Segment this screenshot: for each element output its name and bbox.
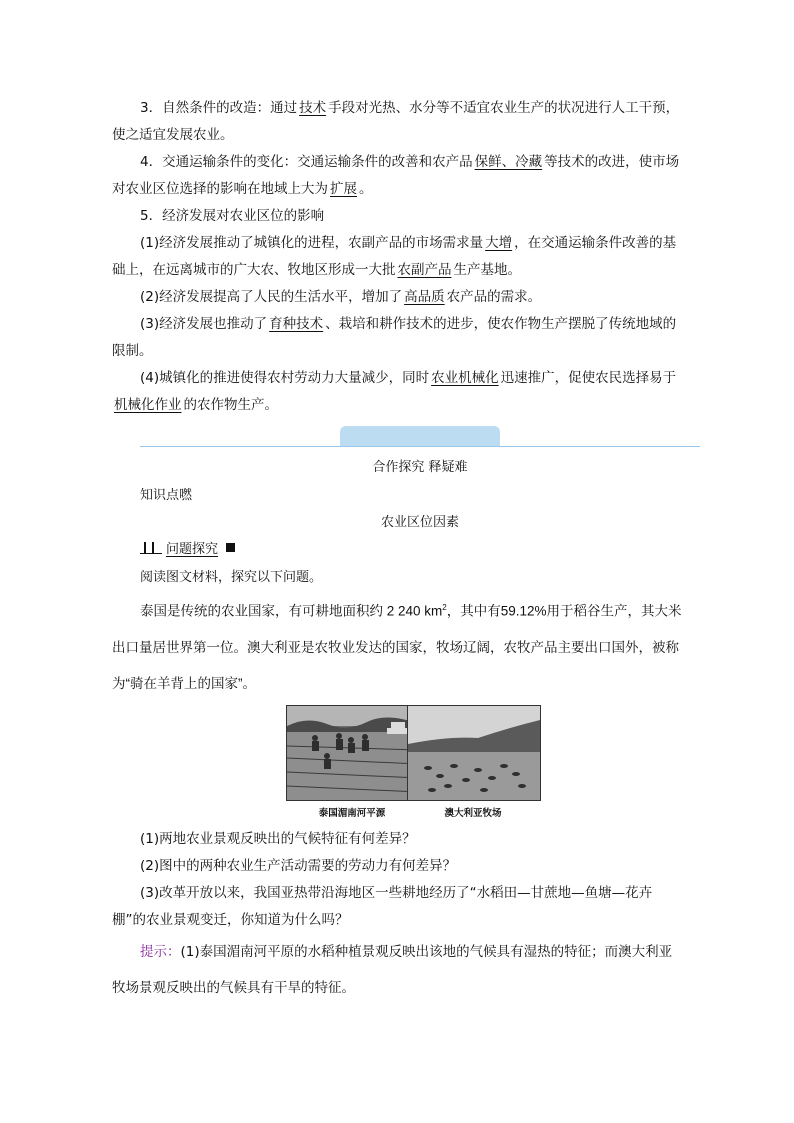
inquiry-heading [140, 538, 235, 557]
question-2: (2)图中的两种农业生产活动需要的劳动力有何差异？ [140, 858, 457, 874]
question-1: (1)两地农业景观反映出的气候特征有何差异？ [140, 831, 416, 847]
section-banner-tab [340, 426, 500, 446]
question-3: (3)改革开放以来，我国亚热带沿海地区一些耕地经历了“水稻田—甘蔗地—鱼塘—花卉棚”的农业景观变迁，你知道为什么吗？ [112, 885, 653, 928]
item-5-4 [112, 365, 682, 419]
item-text: (2)经济发展提高了人民的生活水平，增加了 [140, 289, 403, 305]
item-4 [112, 149, 682, 203]
section-banner-title: 合作探究 释疑难 [372, 460, 468, 475]
answer-blank: 机械化作业 [114, 397, 182, 413]
passage-superscript: 2 [442, 603, 447, 612]
item-text: 的农作物生产。 [183, 397, 278, 413]
item-5-1 [112, 230, 682, 284]
item-5-title: 5．经济发展对农业区位的影响 [140, 208, 325, 224]
item-text: 等技术的改进，使市场对农业区位选择的影响在地域上大为 [112, 154, 680, 197]
item-text: ，在交通运输条件改善的基础上，在远离城市的广大农、牧地区形成一大批 [112, 235, 677, 278]
hint-paragraph [112, 934, 682, 1006]
answer-blank: 扩展 [330, 181, 357, 197]
knowledge-point-label: 知识点嘫 [140, 488, 193, 503]
inquiry-title: 问题探究 [166, 542, 219, 557]
right-photo-caption: 澳大利亚牧场 [444, 808, 502, 819]
item-text: (1)经济发展推动了城镇化的进程，农副产品的市场需求量 [140, 235, 484, 251]
item-text: 3．自然条件的改造：通过 [140, 100, 298, 116]
topic-title: 农业区位因素 [380, 515, 459, 530]
hint-label: 提示： [140, 944, 181, 960]
reading-intro: 阅读图文材料，探究以下问题。 [140, 570, 323, 585]
item-5-3 [112, 311, 682, 365]
item-text: 4．交通运输条件的变化：交通运输条件的改善和农产品 [140, 154, 473, 170]
section-divider [140, 446, 700, 447]
item-text: 手段对光热、水分等不适宜农业生产的状况进行人工干预，使之适宜发展农业。 [112, 100, 680, 143]
item-text: 迅速推广，促使农民选择易于 [500, 370, 677, 386]
answer-blank: 农业机械化 [431, 370, 499, 386]
item-text: 。 [359, 181, 373, 197]
square-bullet-icon [226, 543, 235, 552]
answer-blank: 技术 [299, 100, 327, 116]
answer-blank: 保鲜、冷藏 [474, 154, 543, 170]
answer-blank: 大增 [485, 235, 513, 251]
item-text: 、栽培和耕作技术的进步，使农作物生产摆脱了传统地域的限制。 [112, 316, 677, 359]
australia-pasture-photo [407, 705, 541, 801]
passage-text: 泰国是传统的农业国家，有可耕地面积约 2 240 km [140, 603, 443, 619]
item-text: 生产基地。 [453, 262, 521, 278]
answer-blank: 育种技术 [269, 316, 324, 332]
item-3 [112, 95, 682, 149]
left-photo-caption: 泰国湄南河平源 [318, 808, 386, 819]
passage-text: ，其中有59.12%用于稻谷生产，其大米出口量居世界第一位。澳大利亚是农牧业发达的国家，牧场辽阔，农牧产品主要出口国外，被称为“骑在羊背上的国家”。 [112, 603, 682, 691]
hint-text: (1)泰国湄南河平原的水稻种植景观反映出该地的气候具有湿热的特征；而澳大利亚牧场景观反映出的气候具有干旱的特征。 [112, 944, 673, 996]
bars-icon [140, 541, 162, 554]
item-text: (4)城镇化的推进使得农村劳动力大量减少，同时 [140, 370, 430, 386]
item-text: (3)经济发展也推动了 [140, 316, 268, 332]
thailand-rice-field-photo [286, 705, 420, 801]
reading-passage [112, 590, 684, 702]
answer-blank: 农副产品 [397, 262, 452, 278]
item-5-2 [112, 284, 682, 311]
answer-blank: 高品质 [404, 289, 445, 305]
item-text: 农产品的需求。 [446, 289, 542, 305]
